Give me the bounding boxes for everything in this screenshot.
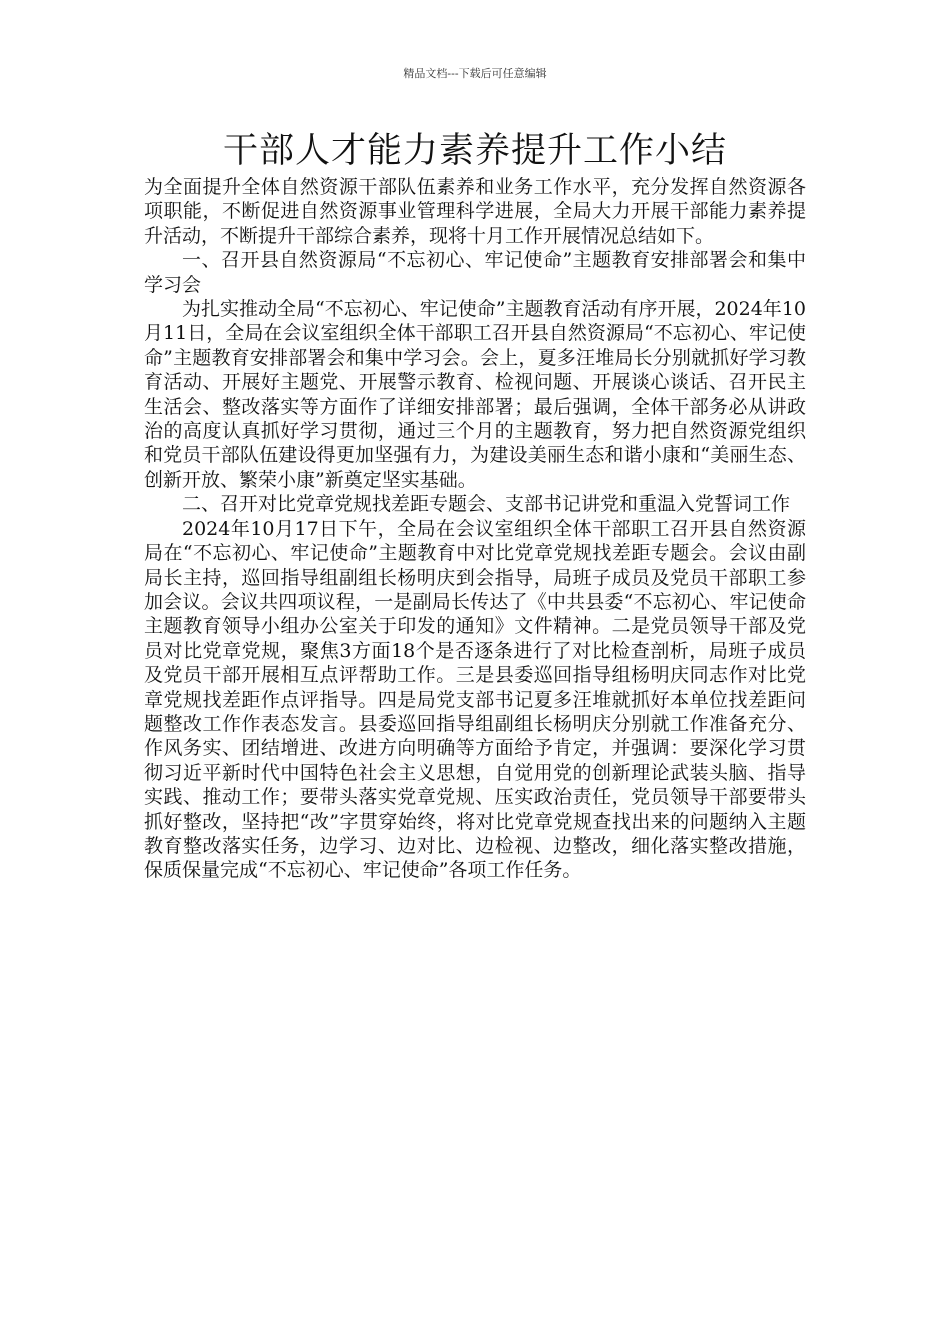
section-heading-1: 一、召开县自然资源局“不忘初心、牢记使命”主题教育安排部署会和集中学习会 — [144, 249, 806, 296]
document-body — [144, 175, 806, 883]
intro-paragraph: 为全面提升全体自然资源干部队伍素养和业务工作水平，充分发挥自然资源各项职能，不断促进自然资源事业管理科学进展，全局大力开展干部能力素养提升活动，不断提升干部综合素养，现将十月工作开展情况总结如下。 — [144, 176, 806, 247]
section-paragraph-2: 2024年10月17日下午，全局在会议室组织全体干部职工召开县自然资源局在“不忘初心、牢记使命”主题教育中对比党章党规找差距专题会。会议由副局长主持，巡回指导组副组长杨明庆到会指导，局班子成员及党员干部职工参加会议。会议共四项议程，一是副局长传达了《中共县委“不忘初心、牢记使命主题教育领导小组办公室关于印发的通知》文件精神。二是党员领导干部及党员对比党章党规，聚焦3方面18个是否逐条进行了对比检查剖析，局班子成员及党员干部开展相互点评帮助工作。三是县委巡回指导组杨明庆同志作对比党章党规找差距作点评指导。四是局党支部书记夏多汪堆就抓好本单位找差距问题整改工作作表态发言。县委巡回指导组副组长杨明庆分别就工作准备充分、作风务实、团结增进、改进方向明确等方面给予肯定，并强调：要深化学习贯彻习近平新时代中国特色社会主义思想，自觉用党的创新理论武装头脑、指导实践、推动工作；要带头落实党章党规、压实政治责任，党员领导干部要带头抓好整改，坚持把“改”字贯穿始终，将对比党章党规查找出来的问题纳入主题教育整改落实任务，边学习、边对比、边检视、边整改，细化落实整改措施，保质保量完成“不忘初心、牢记使命”各项工作任务。 — [144, 517, 806, 882]
section-paragraph-1: 为扎实推动全局“不忘初心、牢记使命”主题教育活动有序开展，2024年10月11日，全局在会议室组织全体干部职工召开县自然资源局“不忘初心、牢记使命”主题教育安排部署会和集中学习会。会上，夏多汪堆局长分别就抓好学习教育活动、开展好主题党、开展警示教育、检视问题、开展谈心谈话、召开民主生活会、整改落实等方面作了详细安排部署；最后强调，全体干部务必从讲政治的高度认真抓好学习贯彻，通过三个月的主题教育，努力把自然资源党组织和党员干部队伍建设得更加坚强有力，为建设美丽生态和谐小康和“美丽生态、创新开放、繁荣小康”新奠定坚实基础。 — [144, 298, 806, 491]
section-heading-2: 二、召开对比党章党规找差距专题会、支部书记讲党和重温入党誓词工作 — [182, 493, 791, 516]
header-note: 精品文档---下载后可任意编辑 — [403, 67, 547, 80]
document-title: 干部人才能力素养提升工作小结 — [222, 131, 727, 171]
